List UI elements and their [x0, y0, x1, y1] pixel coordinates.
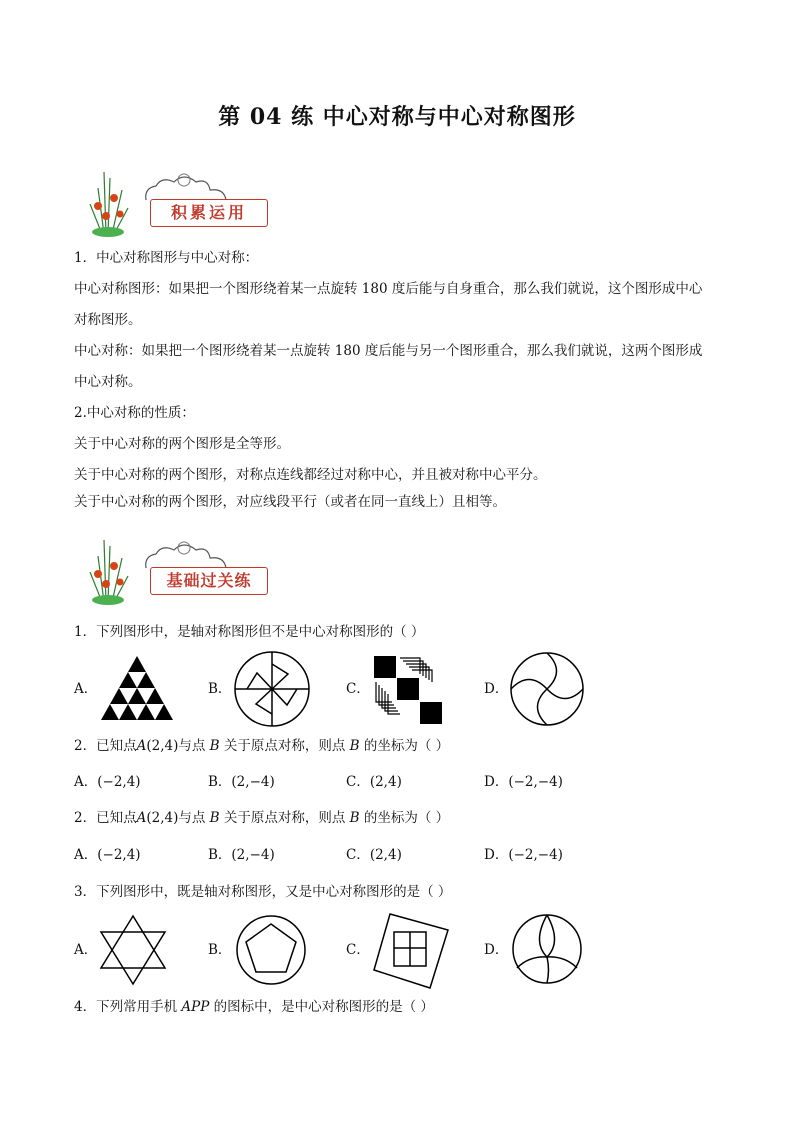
trefoil-circle-icon	[510, 912, 584, 986]
point-label: A	[136, 810, 147, 826]
q1-option-c-label: C．	[346, 681, 370, 697]
stem-text: 的坐标为（ ）	[363, 810, 450, 826]
stem-text: 的坐标为（ ）	[363, 738, 450, 754]
q2r-option-d: D．(−2,−4)	[484, 847, 563, 863]
q1-option-a-label: A．	[74, 681, 98, 697]
point-label: A	[136, 738, 147, 754]
stem-text: 2．已知点	[74, 810, 137, 826]
point-label: B	[209, 810, 220, 826]
stem-text: 4．下列常用手机	[74, 999, 178, 1015]
sierpinski-triangle-icon	[98, 654, 176, 722]
point-label: B	[209, 738, 220, 754]
question-3-stem: 3．下列图形中，既是轴对称图形，又是中心对称图形的是（ ）	[74, 884, 452, 900]
theory-text: 关于中心对称的两个图形，对应线段平行（或者在同一直线上）且相等。	[74, 494, 506, 510]
pentagon-in-circle-icon	[234, 914, 308, 986]
coordinate: (2,4)	[146, 810, 179, 826]
q1-option-d-label: D．	[484, 681, 509, 697]
page-title: 第 04 练 中心对称与中心对称图形	[218, 104, 576, 130]
theory-text: 中心对称。	[74, 374, 142, 390]
pinwheel-circle-icon	[232, 650, 312, 728]
theory-heading-1: 1．中心对称图形与中心对称：	[74, 250, 259, 266]
q2-option-d: D．(−2,−4)	[484, 774, 563, 790]
section-banner-basic	[84, 536, 274, 606]
theory-text: 对称图形。	[74, 312, 142, 328]
q2-option-a: A．(−2,4)	[74, 774, 141, 790]
q1-option-b-label: B．	[208, 681, 232, 697]
theory-text: 关于中心对称的两个图形，对称点连线都经过对称中心，并且被对称中心平分。	[74, 467, 547, 483]
q2r-option-a: A．(−2,4)	[74, 847, 141, 863]
banner-label: 基础过关练	[150, 567, 268, 595]
question-2-stem	[74, 736, 449, 756]
question-2-repeat-stem	[74, 808, 449, 828]
q3-option-a-label: A．	[74, 942, 98, 958]
section-banner-accumulate	[84, 168, 274, 238]
stem-text: 与点	[178, 738, 206, 754]
stem-text: 的图标中，是中心对称图形的是（ ）	[213, 999, 434, 1015]
question-4-stem	[74, 997, 434, 1017]
point-label: B	[349, 738, 360, 754]
theory-text: 中心对称：如果把一个图形绕着某一点旋转 180 度后能与另一个图形重合，那么我们就说，这两个图形成	[74, 343, 703, 359]
stem-text: 与点	[178, 810, 206, 826]
hexagram-icon	[98, 914, 168, 986]
app-text: APP	[181, 999, 210, 1015]
stem-text: 关于原点对称，则点	[223, 810, 346, 826]
swirl-circle-icon	[508, 651, 586, 727]
theory-text: 关于中心对称的两个图形是全等形。	[74, 436, 290, 452]
stacked-squares-icon	[372, 654, 444, 726]
banner-label: 积累运用	[150, 199, 268, 227]
q2r-option-c: C．(2,4)	[346, 847, 402, 863]
q2-option-c: C．(2,4)	[346, 774, 402, 790]
q3-option-c-label: C．	[346, 942, 370, 958]
q3-option-d-label: D．	[484, 942, 509, 958]
stem-text: 关于原点对称，则点	[223, 738, 346, 754]
question-1-stem: 1．下列图形中，是轴对称图形但不是中心对称图形的（ ）	[74, 624, 425, 640]
q3-option-b-label: B．	[208, 942, 232, 958]
coordinate: (2,4)	[146, 738, 179, 754]
q2r-option-b: B．(2,−4)	[208, 847, 275, 863]
rotated-squares-icon	[372, 910, 450, 990]
q2-option-b: B．(2,−4)	[208, 774, 275, 790]
stem-text: 2．已知点	[74, 738, 137, 754]
point-label: B	[349, 810, 360, 826]
theory-text: 中心对称图形：如果把一个图形绕着某一点旋转 180 度后能与自身重合，那么我们就说，这个图形成中心	[74, 281, 703, 297]
theory-heading-2: 2.中心对称的性质：	[74, 405, 195, 421]
